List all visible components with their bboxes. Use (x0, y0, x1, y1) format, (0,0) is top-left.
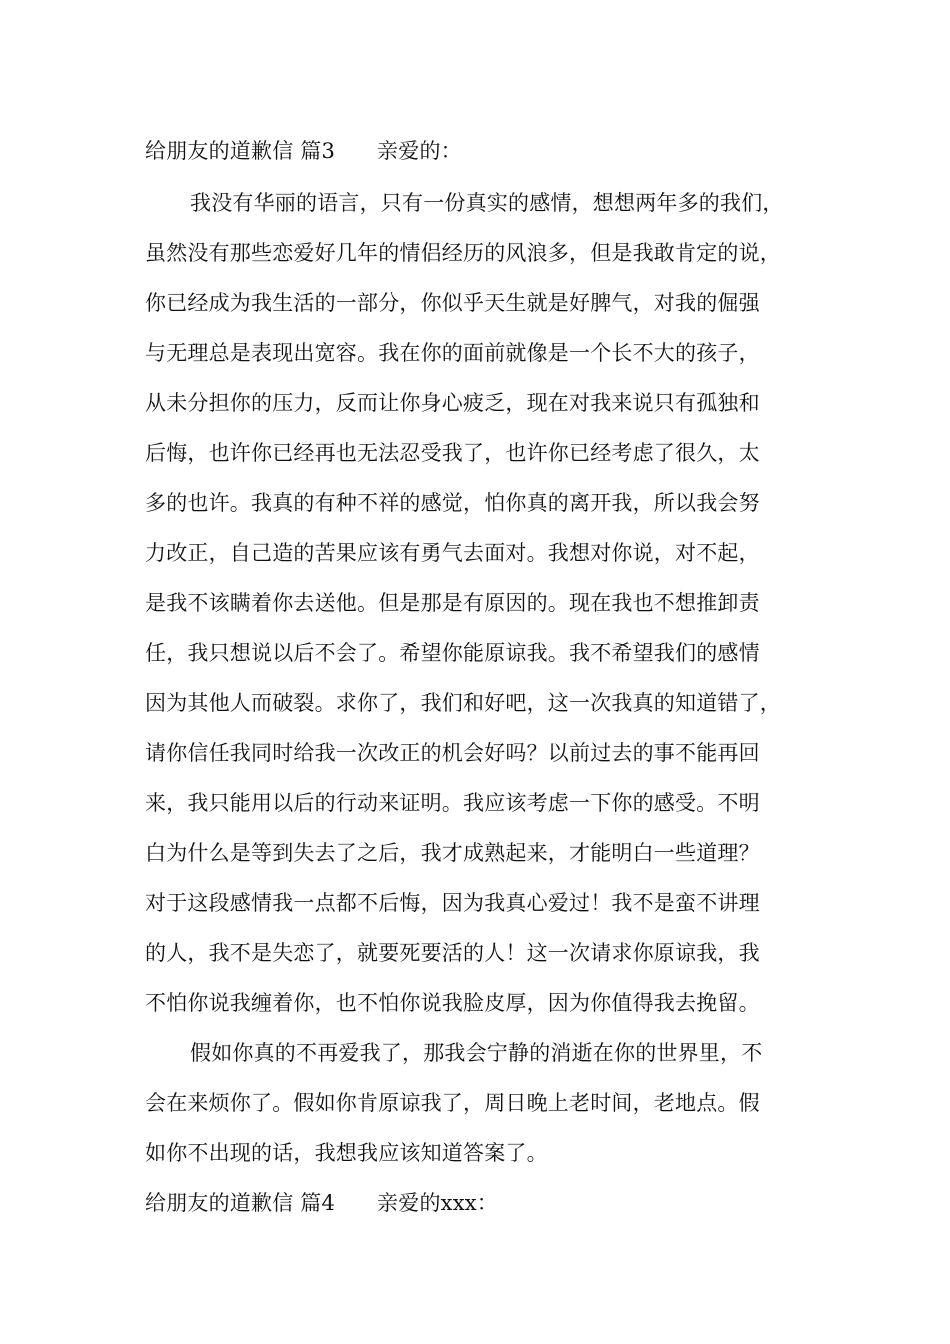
section-3-heading-line (145, 134, 835, 168)
paragraph-line: 力改正，自己造的苦果应该有勇气去面对。我想对你说，对不起， (145, 541, 760, 565)
section-3-greeting: 亲爱的： (377, 139, 462, 163)
paragraph-line: 多的也许。我真的有种不祥的感觉，怕你真的离开我，所以我会努 (145, 491, 760, 515)
section-3-heading: 给朋友的道歉信 篇3 (145, 139, 336, 163)
paragraph-line: 会在来烦你了。假如你肯原谅我了，周日晚上老时间，老地点。假 (145, 1091, 760, 1115)
paragraph-line: 因为其他人而破裂。求你了，我们和好吧，这一次我真的知道错了， (145, 691, 781, 715)
paragraph-line: 后悔，也许你已经再也无法忍受我了，也许你已经考虑了很久，太 (145, 441, 760, 465)
paragraph-line: 我没有华丽的语言，只有一份真实的感情，想想两年多的我们， (190, 191, 784, 215)
paragraph-line: 是我不该瞒着你去送他。但是那是有原因的。现在我也不想推卸责 (145, 591, 760, 615)
paragraph-line: 如你不出现的话，我想我应该知道答案了。 (145, 1141, 548, 1165)
section-4-heading-line (145, 1186, 835, 1220)
paragraph-line: 白为什么是等到失去了之后，我才成熟起来，才能明白一些道理？ (145, 841, 760, 865)
paragraph-line: 来，我只能用以后的行动来证明。我应该考虑一下你的感受。不明 (145, 791, 760, 815)
section-4-greeting: 亲爱的xxx： (377, 1191, 498, 1215)
paragraph-line: 与无理总是表现出宽容。我在你的面前就像是一个长不大的孩子， (145, 341, 760, 365)
paragraph-line: 假如你真的不再爱我了，那我会宁静的消逝在你的世界里，不 (190, 1041, 763, 1065)
paragraph-line: 任，我只想说以后不会了。希望你能原谅我。我不希望我们的感情 (145, 641, 760, 665)
paragraph-line: 从未分担你的压力，反而让你身心疲乏，现在对我来说只有孤独和 (145, 391, 760, 415)
paragraph-line: 虽然没有那些恋爱好几年的情侣经历的风浪多，但是我敢肯定的说， (145, 241, 781, 265)
paragraph-line: 对于这段感情我一点都不后悔，因为我真心爱过！我不是蛮不讲理 (145, 891, 760, 915)
paragraph-line: 的人，我不是失恋了，就要死要活的人！这一次请求你原谅我，我 (145, 941, 760, 965)
paragraph-line: 请你信任我同时给我一次改正的机会好吗？以前过去的事不能再回 (145, 741, 760, 765)
section-4-heading: 给朋友的道歉信 篇4 (145, 1191, 336, 1215)
paragraph-line: 不怕你说我缠着你，也不怕你说我脸皮厚，因为你值得我去挽留。 (145, 991, 760, 1015)
paragraph-line: 你已经成为我生活的一部分，你似乎天生就是好脾气，对我的倔强 (145, 291, 760, 315)
